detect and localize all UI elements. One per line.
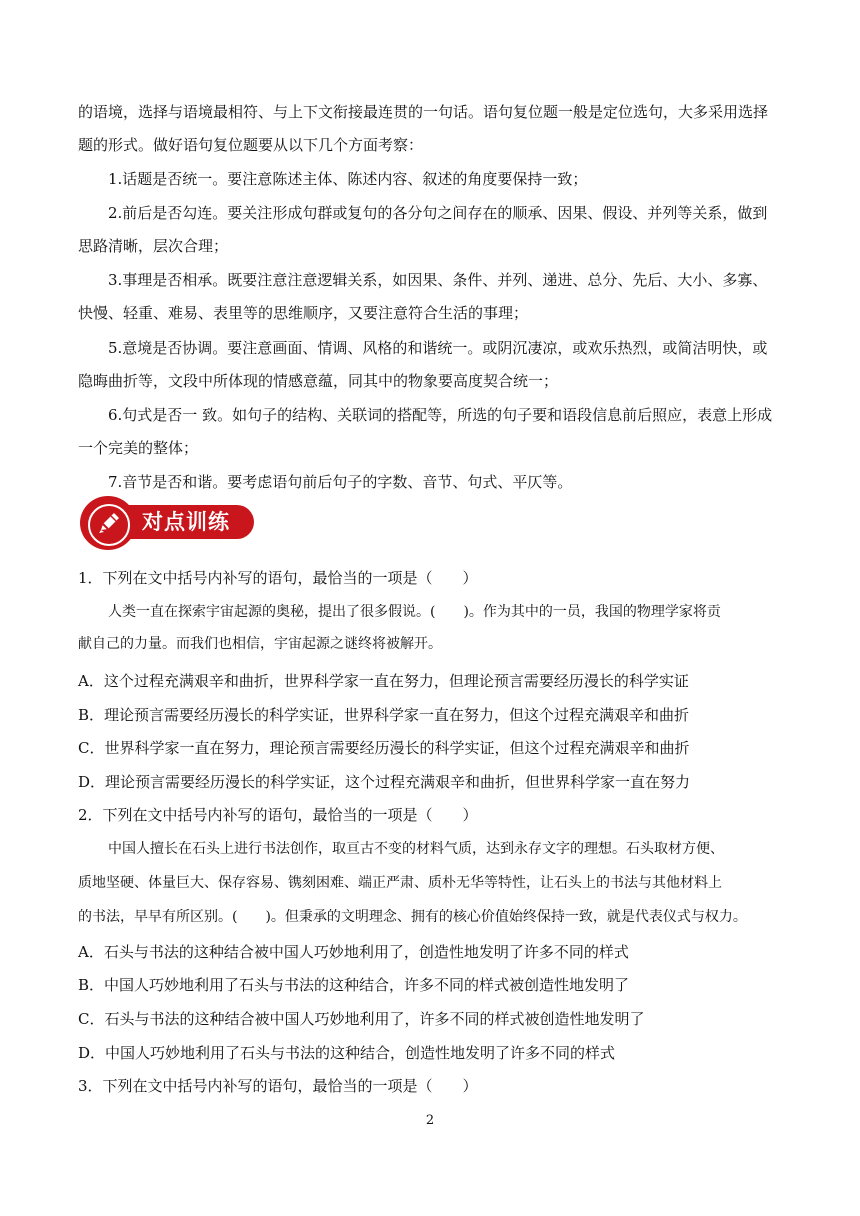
question-1-passage: 人类一直在探索宇宙起源的奥秘，提出了很多假说。( )。作为其中的一员，我国的物理学家将贡 bbox=[108, 604, 721, 620]
banner-title: 对点训练 bbox=[142, 510, 230, 534]
question-2-option-c: C．石头与书法的这种结合被中国人巧妙地利用了，许多不同的样式被创造性地发明了 bbox=[78, 1010, 645, 1028]
point-3: 3.事理是否相承。既要注意注意逻辑关系，如因果、条件、并列、递进、总分、先后、大小、多寡、 bbox=[108, 271, 768, 289]
question-1-option-d: D．理论预言需要经历漫长的科学实证，这个过程充满艰辛和曲折，但世界科学家一直在努力 bbox=[78, 773, 691, 791]
point-3-cont: 快慢、轻重、难易、表里等的思维顺序，又要注意符合生活的事理； bbox=[78, 304, 529, 322]
question-2-stem: 2．下列在文中括号内补写的语句，最恰当的一项是（ ） bbox=[78, 806, 478, 824]
question-1-option-a: A．这个过程充满艰辛和曲折，世界科学家一直在努力，但理论预言需要经历漫长的科学实证 bbox=[78, 672, 689, 690]
point-5-cont: 隐晦曲折等，文段中所体现的情感意蕴，同其中的物象要高度契合统一； bbox=[78, 372, 559, 390]
page-number: 2 bbox=[425, 1113, 435, 1128]
banner-bar bbox=[120, 505, 254, 539]
intro-text: 的语境，选择与语境最相符、与上下文衔接最连贯的一句话。语句复位题一般是定位选句，大多采用选择 bbox=[78, 103, 769, 121]
question-2-option-a: A．石头与书法的这种结合被中国人巧妙地利用了，创造性地发明了许多不同的样式 bbox=[78, 943, 629, 961]
point-2: 2.前后是否勾连。要关注形成句群或复句的各分句之间存在的顺承、因果、假设、并列等关系，做到 bbox=[108, 204, 768, 222]
question-3-stem: 3．下列在文中括号内补写的语句，最恰当的一项是（ ） bbox=[78, 1077, 478, 1095]
point-6: 6.句式是否一 致。如句子的结构、关联词的搭配等，所选的句子要和语段信息前后照应，表意上形成 bbox=[108, 406, 773, 424]
intro-text: 题的形式。做好语句复位题要从以下几个方面考察： bbox=[78, 136, 424, 154]
point-6-cont: 一个完美的整体； bbox=[78, 439, 199, 457]
point-2-cont: 思路清晰，层次合理； bbox=[78, 237, 229, 255]
question-1-stem: 1．下列在文中括号内补写的语句，最恰当的一项是（ ） bbox=[78, 569, 478, 587]
question-2-passage: 中国人擅长在石头上进行书法创作，取亘古不变的材料气质，达到永存文字的理想。石头取材方便、 bbox=[108, 841, 724, 857]
pencil-icon bbox=[94, 508, 124, 538]
question-1-passage-cont: 献自己的力量。而我们也相信，宇宙起源之谜终将被解开。 bbox=[78, 636, 442, 652]
question-1-option-c: C．世界科学家一直在努力，理论预言需要经历漫长的科学实证，但这个过程充满艰辛和曲折 bbox=[78, 739, 690, 757]
point-5: 5.意境是否协调。要注意画面、情调、风格的和谐统一。或阴沉凄凉，或欢乐热烈，或简洁明快，或 bbox=[108, 339, 768, 357]
question-2-passage-cont: 质地坚硬、体量巨大、保存容易、镌刻困难、端正严肃、质朴无华等特性，让石头上的书法与其他材料上 bbox=[78, 875, 722, 891]
point-7: 7.音节是否和谐。要考虑语句前后句子的字数、音节、句式、平仄等。 bbox=[108, 473, 573, 491]
question-2-option-d: D．中国人巧妙地利用了石头与书法的这种结合，创造性地发明了许多不同的样式 bbox=[78, 1044, 616, 1062]
section-banner bbox=[80, 496, 258, 550]
question-1-option-b: B．理论预言需要经历漫长的科学实证，世界科学家一直在努力，但这个过程充满艰辛和曲折 bbox=[78, 706, 690, 724]
question-2-option-b: B．中国人巧妙地利用了石头与书法的这种结合，许多不同的样式被创造性地发明了 bbox=[78, 976, 630, 994]
banner-badge bbox=[80, 496, 136, 550]
point-1: 1.话题是否统一。要注意陈述主体、陈述内容、叙述的角度要保持一致； bbox=[108, 170, 588, 188]
question-2-passage-cont: 的书法，早早有所区别。( )。但秉承的文明理念、拥有的核心价值始终保持一致，就是代表仪式与权力。 bbox=[78, 909, 747, 925]
